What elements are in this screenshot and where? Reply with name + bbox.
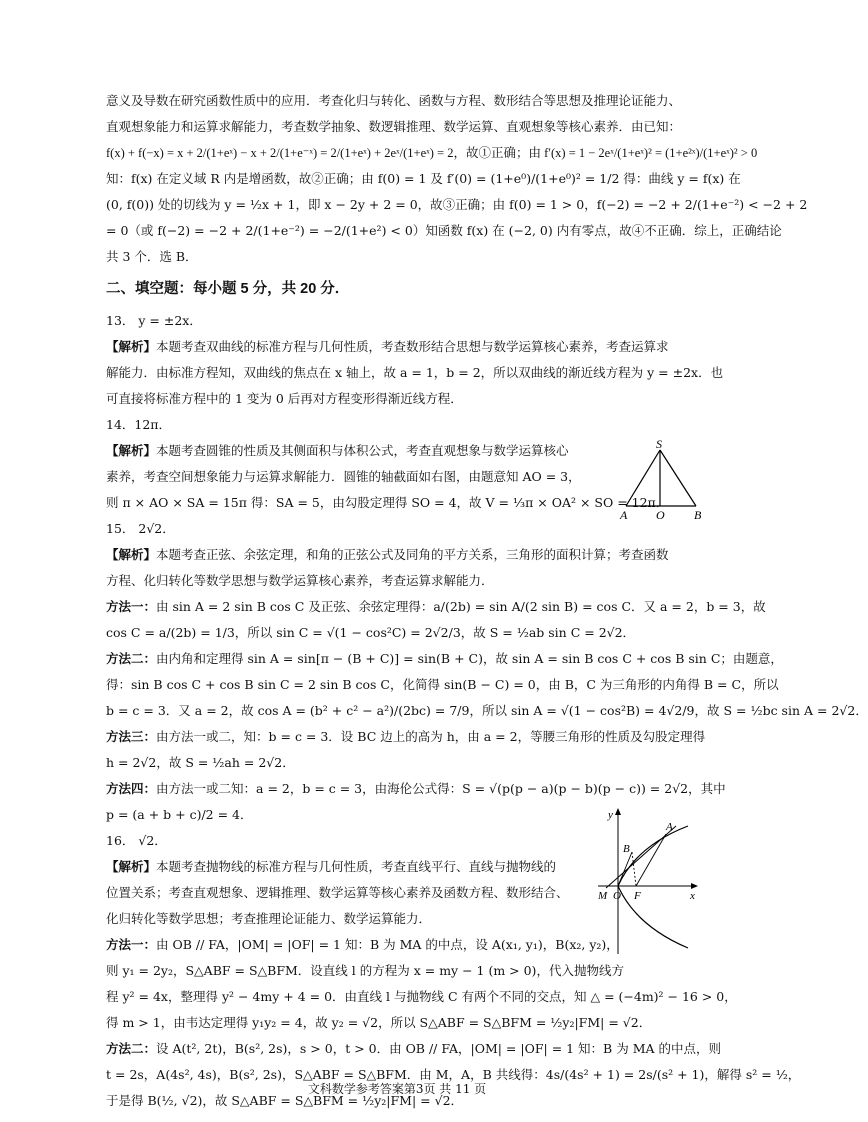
q15-method1-line: 由 sin A = 2 sin B cos C 及正弦、余弦定理得：a/(2b) = sin A/(2 sin B) = cos C．又 a = 2，b = 3，故 — [156, 599, 766, 614]
intro-formula-line: f(x) + f(−x) = x + 2/(1+eˣ) − x + 2/(1+e⁻ˣ) = 2/(1+eˣ) + 2eˣ/(1+eˣ) = 2，故①正确；由 f′(x) = 1 − 2eˣ/(1+eˣ)² = (1+e²ˣ)/(1+eˣ)² > 0 — [106, 146, 758, 160]
q15-method3-label: 方法三： — [106, 729, 157, 744]
x-axis-arrow — [691, 883, 698, 889]
y-axis-arrow — [615, 808, 621, 815]
label-b: B — [694, 508, 702, 522]
label-o: O — [656, 508, 665, 522]
q15-method4-line: p = (a + b + c)/2 = 4． — [106, 807, 253, 822]
q16-method1-line: 由 OB // FA，|OM| = |OF| = 1 知：B 为 MA 的中点，设 A(x₁, y₁)，B(x₂, y₂)， — [156, 937, 619, 952]
q14-line: 素养，考查空间想象能力与运算求解能力．圆锥的轴截面如右图，由题意知 AO = 3， — [106, 469, 581, 484]
q16-method2-line: 于是得 B(½, √2)，故 S△ABF = S△BFM = ½y₂|FM| = √2． — [106, 1093, 464, 1108]
section-title: 二、填空题：每小题 5 分，共 20 分． — [106, 281, 350, 297]
q15-analysis-tag: 【解析】 — [106, 547, 157, 562]
q13-answer: 13． y = ±2x． — [106, 313, 202, 328]
q15-method3-line: h = 2√2，故 S = ½ah = 2√2． — [106, 755, 295, 770]
q16-method2-label: 方法二： — [106, 1041, 157, 1056]
intro-line: = 0（或 f(−2) = −2 + 2/(1+e⁻²) = −2/(1+e²) < 0）知函数 f(x) 在 (−2, 0) 内有零点，故④不正确．综上，正确结论 — [106, 223, 782, 238]
q15-method4-label: 方法四： — [106, 781, 157, 796]
intro-line: 意义及导数在研究函数性质中的应用．考查化归与转化、函数与方程、数形结合等思想及推理论证能力、 — [106, 93, 682, 108]
q16-answer: 16． √2． — [106, 833, 167, 848]
intro-line: 知：f(x) 在定义域 R 内是增函数，故②正确；由 f(0) = 1 及 f′(0) = (1+e⁰)/(1+e⁰)² = 1/2 得：曲线 y = f(x) 在 — [106, 171, 741, 186]
q13-analysis-tag: 【解析】 — [106, 339, 157, 354]
label-f: F — [634, 890, 641, 902]
q15-method1-label: 方法一： — [106, 599, 157, 614]
q15-method2-label: 方法二： — [106, 651, 157, 666]
label-x: x — [690, 890, 695, 902]
label-y: y — [608, 809, 613, 821]
intro-line: 直观想象能力和运算求解能力，考查数学抽象、数逻辑推理、数学运算、直观想象等核心素养．由已知： — [106, 119, 682, 134]
q16-method1-line: 则 y₁ = 2y₂，S△ABF = S△BFM．设直线 l 的方程为 x = my − 1 (m > 0)，代入抛物线方 — [106, 963, 624, 978]
q16-method1-line: 得 m > 1，由韦达定理得 y₁y₂ = 4，故 y₂ = √2，所以 S△ABF = S△BFM = ½y₂|FM| = √2． — [106, 1015, 652, 1030]
q16-line: 化归转化等数学思想；考查推理论证能力、数学运算能力． — [106, 911, 432, 926]
segment-ob — [618, 852, 632, 886]
answer-page — [106, 88, 868, 1114]
q13-line: 可直接将标准方程中的 1 变为 0 后再对方程变形得渐近线方程． — [106, 391, 463, 406]
q15-answer: 15． 2√2． — [106, 521, 175, 536]
q15-method3-line: 由方法一或二，知：b = c = 3．设 BC 边上的高为 h，由 a = 2，等腰三角形的性质及勾股定理得 — [156, 729, 706, 744]
q16-method2-line: 设 A(t², 2t)，B(s², 2s)，s > 0，t > 0．由 OB // FA，|OM| = |OF| = 1 知：B 为 MA 的中点，则 — [156, 1041, 721, 1056]
q13-line: 解能力．由标准方程知，双曲线的焦点在 x 轴上，故 a = 1，b = 2，所以双曲线的渐近线方程为 y = ±2x．也 — [106, 365, 724, 380]
q16-method2-line: t = 2s，A(4s², 4s)，B(s², 2s)，S△ABF = S△BFM．由 M，A，B 共线得：4s/(4s² + 1) = 2s/(s² + 1)，解得 s² = ½， — [106, 1067, 801, 1082]
label-o: O — [613, 890, 621, 902]
cone-edge-sa — [626, 450, 660, 506]
q16-line: 本题考查抛物线的标准方程与几何性质，考查直线平行、直线与抛物线的 — [156, 859, 557, 874]
label-a: A — [620, 508, 628, 522]
q14-answer: 14．12π． — [106, 417, 172, 432]
q16-line: 位置关系；考查直观想象、逻辑推理、数学运算等核心素养及函数方程、数形结合、 — [106, 885, 569, 900]
q15-method4-line: 由方法一或二知：a = 2，b = c = 3，由海伦公式得：S = √(p(p − a)(p − b)(p − c)) = 2√2，其中 — [156, 781, 726, 796]
q16-method1-line: 程 y² = 4x，整理得 y² − 4my + 4 = 0．由直线 l 与抛物线 C 有两个不同的交点，知 △ = (−4m)² − 16 > 0， — [106, 989, 737, 1004]
segment-bf — [632, 852, 636, 886]
label-a: A — [666, 821, 673, 833]
q15-method1-line: cos C = a/(2b) = 1/3，所以 sin C = √(1 − cos²C) = 2√2/3，故 S = ½ab sin C = 2√2． — [106, 625, 636, 640]
label-s: S — [656, 437, 662, 451]
page-footer: 文科数学参考答案第3页 共 11 页 — [307, 1082, 487, 1096]
q14-line: 则 π × AO × SA = 15π 得：SA = 5，由勾股定理得 SO = 4，故 V = ⅓π × OA² × SO = 12π． — [106, 495, 669, 510]
q14-line: 本题考查圆锥的性质及其侧面积与体积公式，考查直观想象与数学运算核心 — [156, 443, 569, 458]
cone-cross-section-figure — [614, 437, 706, 522]
q13-line: 本题考查双曲线的标准方程与几何性质，考查数形结合思想与数学运算核心素养，考查运算求 — [156, 339, 669, 354]
label-b: B — [623, 843, 630, 855]
intro-line: (0, f(0)) 处的切线为 y = ½x + 1，即 x − 2y + 2 = 0，故③正确；由 f(0) = 1 > 0，f(−2) = −2 + 2/(1+e⁻²) < −2 + 2 — [106, 197, 808, 212]
q15-method2-line: 由内角和定理得 sin A = sin[π − (B + C)] = sin(B + C)，故 sin A = sin B cos C + cos B sin C；由题意， — [156, 651, 783, 666]
cone-edge-sb — [660, 450, 696, 506]
intro-line: 共 3 个．选 B． — [106, 249, 198, 264]
q15-method2-line: b = c = 3．又 a = 2，故 cos A = (b² + c² − a²)/(2bc) = 7/9，所以 sin A = √(1 − cos²B) = 4√2/9，故 S = ½bc sin A = 2√2． — [106, 703, 868, 718]
q15-line: 本题考查正弦、余弦定理，和角的正弦公式及同角的平方关系，三角形的面积计算；考查函数 — [156, 547, 669, 562]
parabola-figure — [596, 806, 700, 956]
q15-method2-line: 得：sin B cos C + cos B sin C = 2 sin B cos C，化简得 sin(B − C) = 0，由 B，C 为三角形的内角得 B = C，所以 — [106, 677, 779, 692]
q14-analysis-tag: 【解析】 — [106, 443, 157, 458]
q16-analysis-tag: 【解析】 — [106, 859, 157, 874]
label-m: M — [598, 890, 608, 902]
q15-line: 方程、化归转化等数学思想与数学运算核心素养，考查运算求解能力． — [106, 573, 494, 588]
q16-method1-label: 方法一： — [106, 937, 157, 952]
segment-fa — [636, 834, 666, 886]
